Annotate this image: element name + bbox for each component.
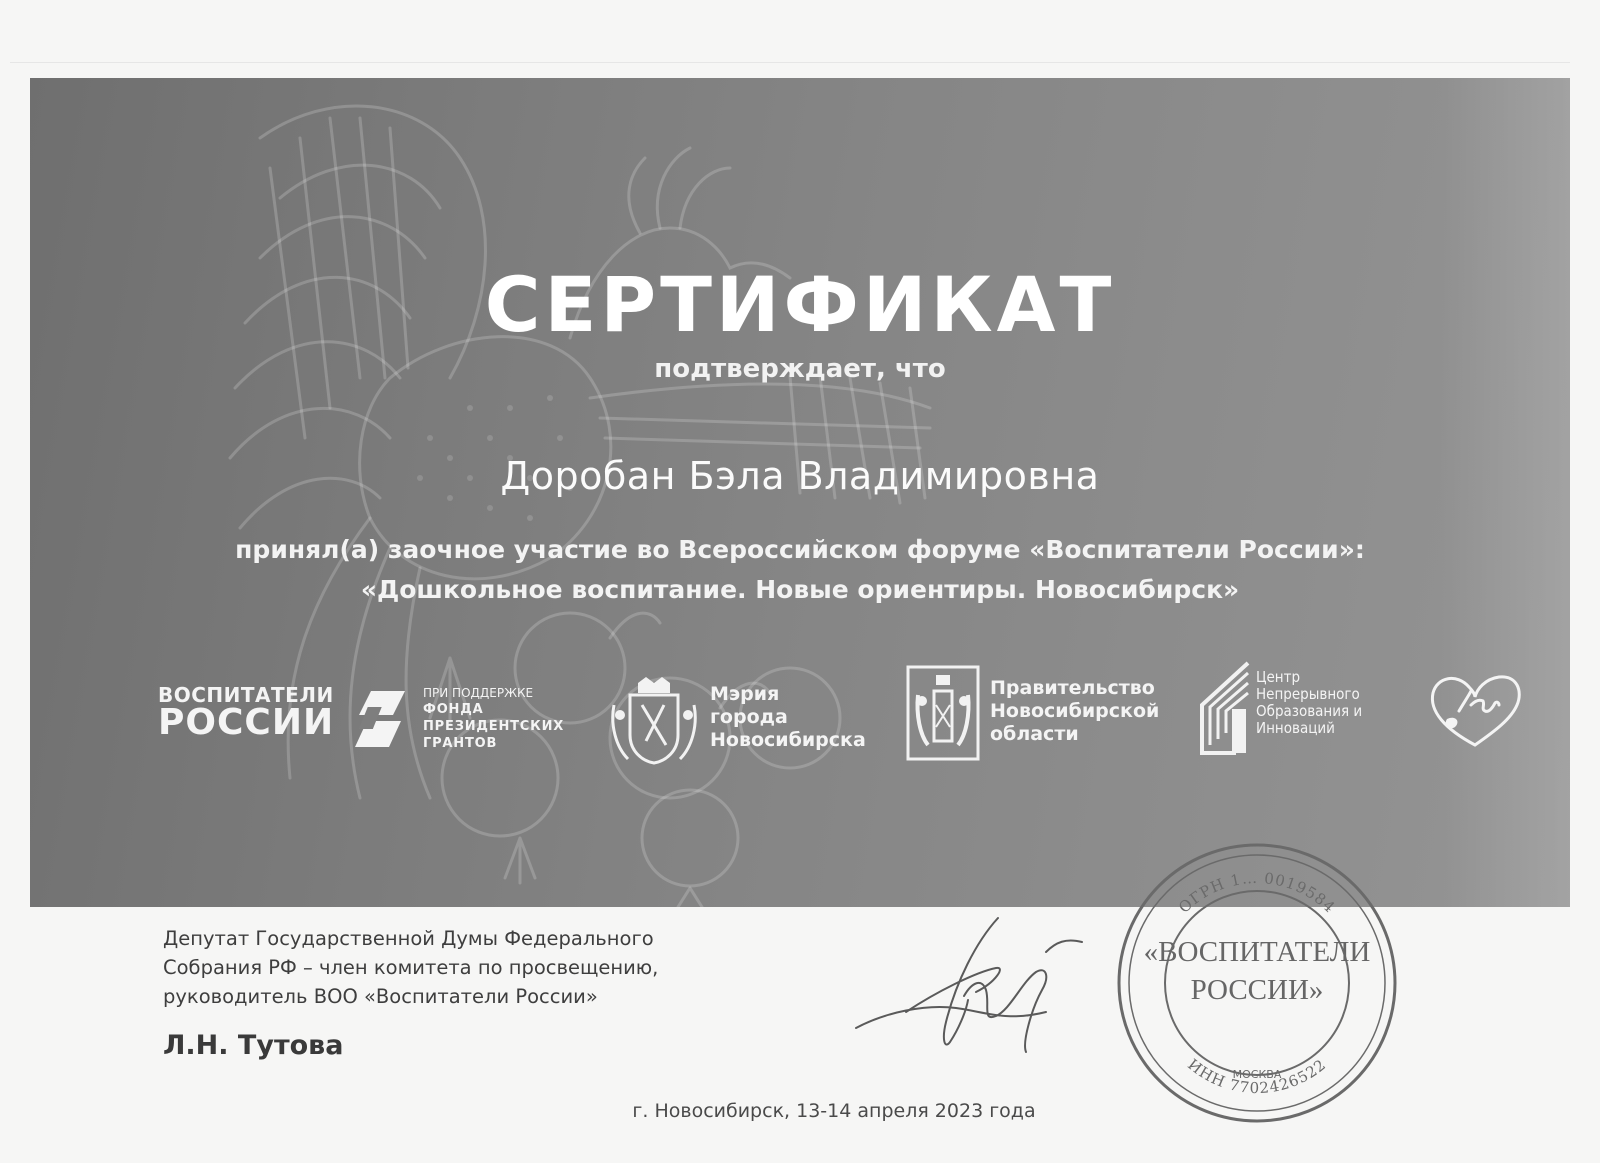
government-line-2: Новосибирской [990, 700, 1160, 722]
novosibirsk-region-coat-of-arms-icon [906, 665, 980, 761]
government-line-1: Правительство [990, 677, 1155, 699]
certificate-title: СЕРТИФИКАТ [484, 260, 1116, 349]
meria-line-1: Мэрия [710, 683, 780, 705]
government-text [990, 677, 1159, 746]
svg-text:ОГРН 1… 0019584 [1175, 869, 1339, 917]
meria-line-2: города [710, 706, 788, 728]
presidential-grants-fund-icon [353, 689, 411, 749]
novosibirsk-city-coat-of-arms-icon [608, 675, 700, 767]
certificate-banner [30, 78, 1570, 907]
cnoi-line-4: Инноваций [1256, 719, 1335, 737]
organization-round-stamp [1112, 838, 1402, 1128]
fpg-line-3: ПРЕЗИДЕНТСКИХ [423, 719, 565, 734]
fpg-line-1: ПРИ ПОДДЕРЖКЕ [423, 686, 534, 700]
stamp-center-line-2: РОССИИ» [1190, 974, 1324, 1006]
signatory-position-line-1: Депутат Государственной Думы Федерального [163, 927, 654, 950]
stamp-ogrn: ОГРН 1… 0019584 [1175, 868, 1339, 917]
logo-vospitateli-rossii [158, 685, 334, 741]
cnoi-line-3: Образования и [1256, 702, 1363, 720]
fpg-text [423, 685, 564, 752]
handwritten-signature [846, 912, 1096, 1062]
recipient-name: Доробан Бэла Владимировна [500, 454, 1100, 498]
stamp-city: МОСКВА [1232, 1068, 1282, 1081]
government-line-3: области [990, 723, 1079, 745]
signatory-position-line-2: Собрания РФ – член комитета по просвещению, [163, 956, 659, 979]
participation-text [30, 530, 1570, 610]
stamp-inn: ИНН 7702426522 [1184, 1055, 1330, 1098]
logo-vospitateli-line-1: ВОСПИТАТЕЛИ [158, 683, 334, 707]
signatory-name: Л.Н. Тутова [163, 1030, 344, 1061]
stamp-center-line-1: «ВОСПИТАТЕЛИ [1143, 936, 1371, 968]
luch-heart-logo-icon [1425, 671, 1525, 751]
fpg-line-4: ГРАНТОВ [423, 736, 498, 751]
logo-vospitateli-line-2: РОССИИ [158, 702, 335, 743]
place-and-date: г. Новосибирск, 13-14 апреля 2023 года [632, 1100, 1036, 1122]
continuous-education-center-icon [1198, 659, 1250, 757]
participation-line-1: принял(а) заочное участие во Всероссийском форуме «Воспитатели России»: [235, 535, 1365, 564]
signatory-position-line-3: руководитель ВОО «Воспитатели России» [163, 985, 598, 1008]
cnoi-line-1: Центр [1256, 668, 1301, 686]
signatory-position [163, 924, 658, 1011]
participation-line-2: «Дошкольное воспитание. Новые ориентиры. Новосибирск» [360, 575, 1240, 604]
cnoi-text [1256, 669, 1362, 737]
scan-edge-line [10, 62, 1570, 63]
partner-logos [30, 653, 1570, 783]
meria-line-3: Новосибирска [710, 729, 866, 751]
certificate-subtitle: подтверждает, что [654, 354, 946, 384]
meria-text [710, 683, 866, 752]
cnoi-line-2: Непрерывного [1256, 685, 1360, 703]
fpg-line-2: ФОНДА [423, 702, 484, 717]
logo-luch [1425, 671, 1525, 755]
